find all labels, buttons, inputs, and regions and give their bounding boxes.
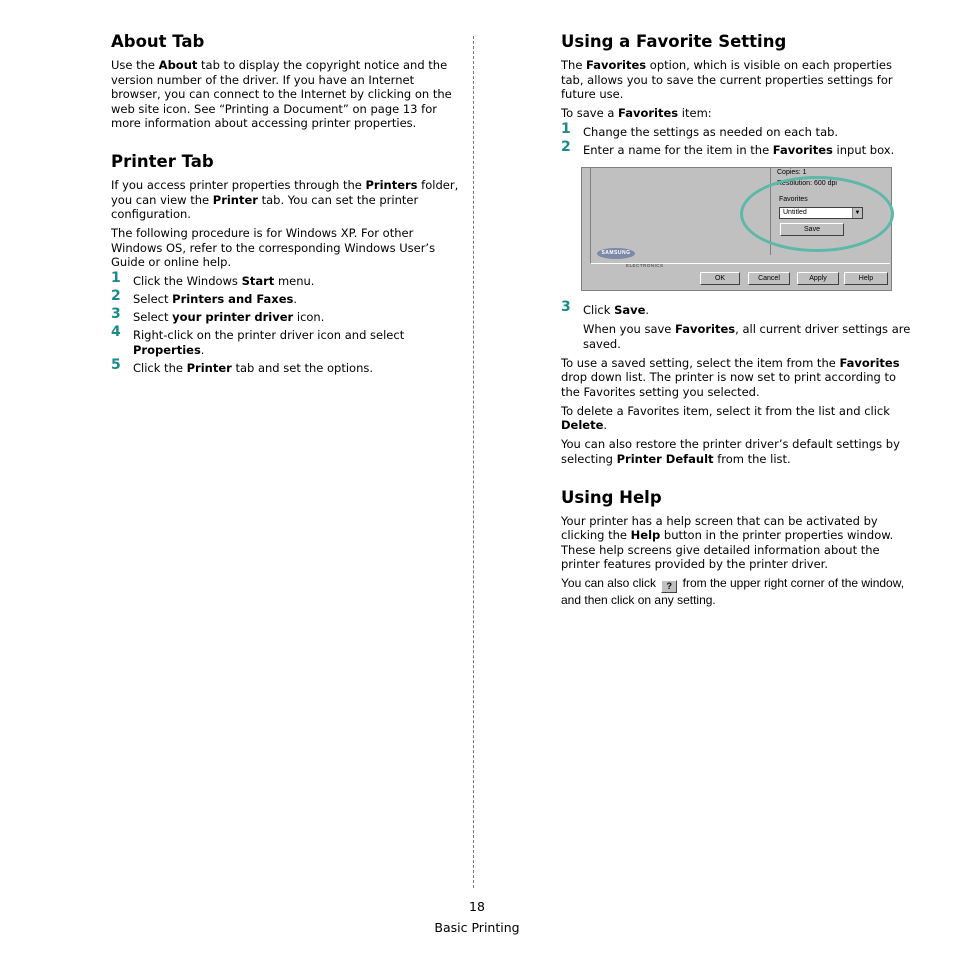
step-item: 2 Enter a name for the item in the Favorites input box. — [561, 139, 895, 157]
step-number: 4 — [111, 324, 121, 340]
printer-tab-heading: Printer Tab — [111, 152, 214, 171]
step-number: 3 — [561, 298, 571, 315]
step-3-note: When you save Favorites, all current driver settings are saved. — [583, 322, 911, 351]
chapter-title: Basic Printing — [434, 920, 520, 935]
apply-button[interactable]: Apply — [797, 272, 839, 285]
favorites-dialog-screenshot — [581, 167, 892, 291]
favorites-label: Favorites — [779, 195, 808, 203]
step-number: 2 — [111, 288, 121, 304]
step-item: 1 Click the Windows Start menu. — [111, 270, 315, 288]
help-button[interactable]: Help — [844, 272, 888, 285]
help-question-icon: ? — [661, 580, 677, 593]
step-item: 5 Click the Printer tab and set the options. — [111, 356, 374, 375]
step-item: 1 Change the settings as needed on each tab. — [561, 121, 839, 139]
favorite-paragraph-3: To use a saved setting, select the item from the Favorites drop down list. The printer is now set to print according to the Favorites setting you selected. — [561, 355, 900, 399]
about-tab-paragraph: Use the About tab to display the copyright notice and the version number of the driver. If you have an Internet browser, you can connect to the Internet by clicking on the web site icon. See “Printing a Document” on page 13 for more information about accessing printer properties. — [111, 58, 452, 130]
printer-tab-steps — [111, 270, 461, 375]
step-number: 5 — [111, 356, 121, 373]
step-number: 1 — [111, 270, 121, 286]
samsung-logo-sub: ELECTRONICS — [626, 262, 664, 268]
step-item: 2 Select Printers and Faxes. — [111, 288, 298, 306]
samsung-logo: SAMSUNG — [597, 248, 635, 259]
step-item: 4 Right-click on the printer driver icon and select Properties. — [111, 324, 405, 357]
step-item: 3 Select your printer driver icon. — [111, 306, 325, 324]
help-paragraph-2: You can also click ? from the upper right corner of the window, and then click on any setting. — [561, 576, 905, 607]
left-column — [111, 32, 461, 379]
column-divider — [473, 36, 474, 888]
page-number: 18 — [469, 899, 485, 914]
copies-text: Copies: 1 — [777, 168, 807, 176]
about-tab-heading: About Tab — [111, 32, 205, 51]
step-number: 1 — [561, 121, 571, 137]
step-item: 3 Click Save. — [561, 298, 650, 317]
right-column — [561, 32, 913, 612]
step-number: 3 — [111, 306, 121, 322]
chevron-down-icon[interactable]: ▼ — [852, 208, 862, 218]
favorite-paragraph-2: To save a Favorites item: — [561, 106, 712, 120]
favorite-paragraph-1: The Favorites option, which is visible on each properties tab, allows you to save the current properties settings for future use. — [561, 58, 893, 101]
ok-button[interactable]: OK — [700, 272, 740, 285]
cancel-button[interactable]: Cancel — [748, 272, 790, 285]
favorites-combo-value: Untitled — [783, 208, 807, 216]
using-help-heading: Using Help — [561, 487, 662, 507]
printer-tab-paragraph-2: The following procedure is for Windows XP. For other Windows OS, refer to the corresponding Windows User’s Guide or online help. — [111, 226, 436, 269]
printer-tab-paragraph-1: If you access printer properties through the Printers folder, you can view the Printer tab. You can set the printer configuration. — [111, 178, 459, 221]
favorite-paragraph-5: You can also restore the printer driver’s default settings by selecting Printer Default from the list. — [561, 437, 900, 466]
step-number: 2 — [561, 139, 571, 155]
save-button[interactable]: Save — [780, 223, 844, 236]
highlight-ring — [740, 176, 894, 252]
favorite-setting-heading: Using a Favorite Setting — [561, 32, 787, 51]
resolution-text: Resolution: 600 dpi — [777, 179, 837, 187]
favorite-paragraph-4: To delete a Favorites item, select it from the list and click Delete. — [561, 403, 890, 432]
help-paragraph-1: Your printer has a help screen that can be activated by clicking the Help button in the printer properties window. These help screens give detailed information about the printer features provided by the printer driver. — [561, 513, 894, 571]
